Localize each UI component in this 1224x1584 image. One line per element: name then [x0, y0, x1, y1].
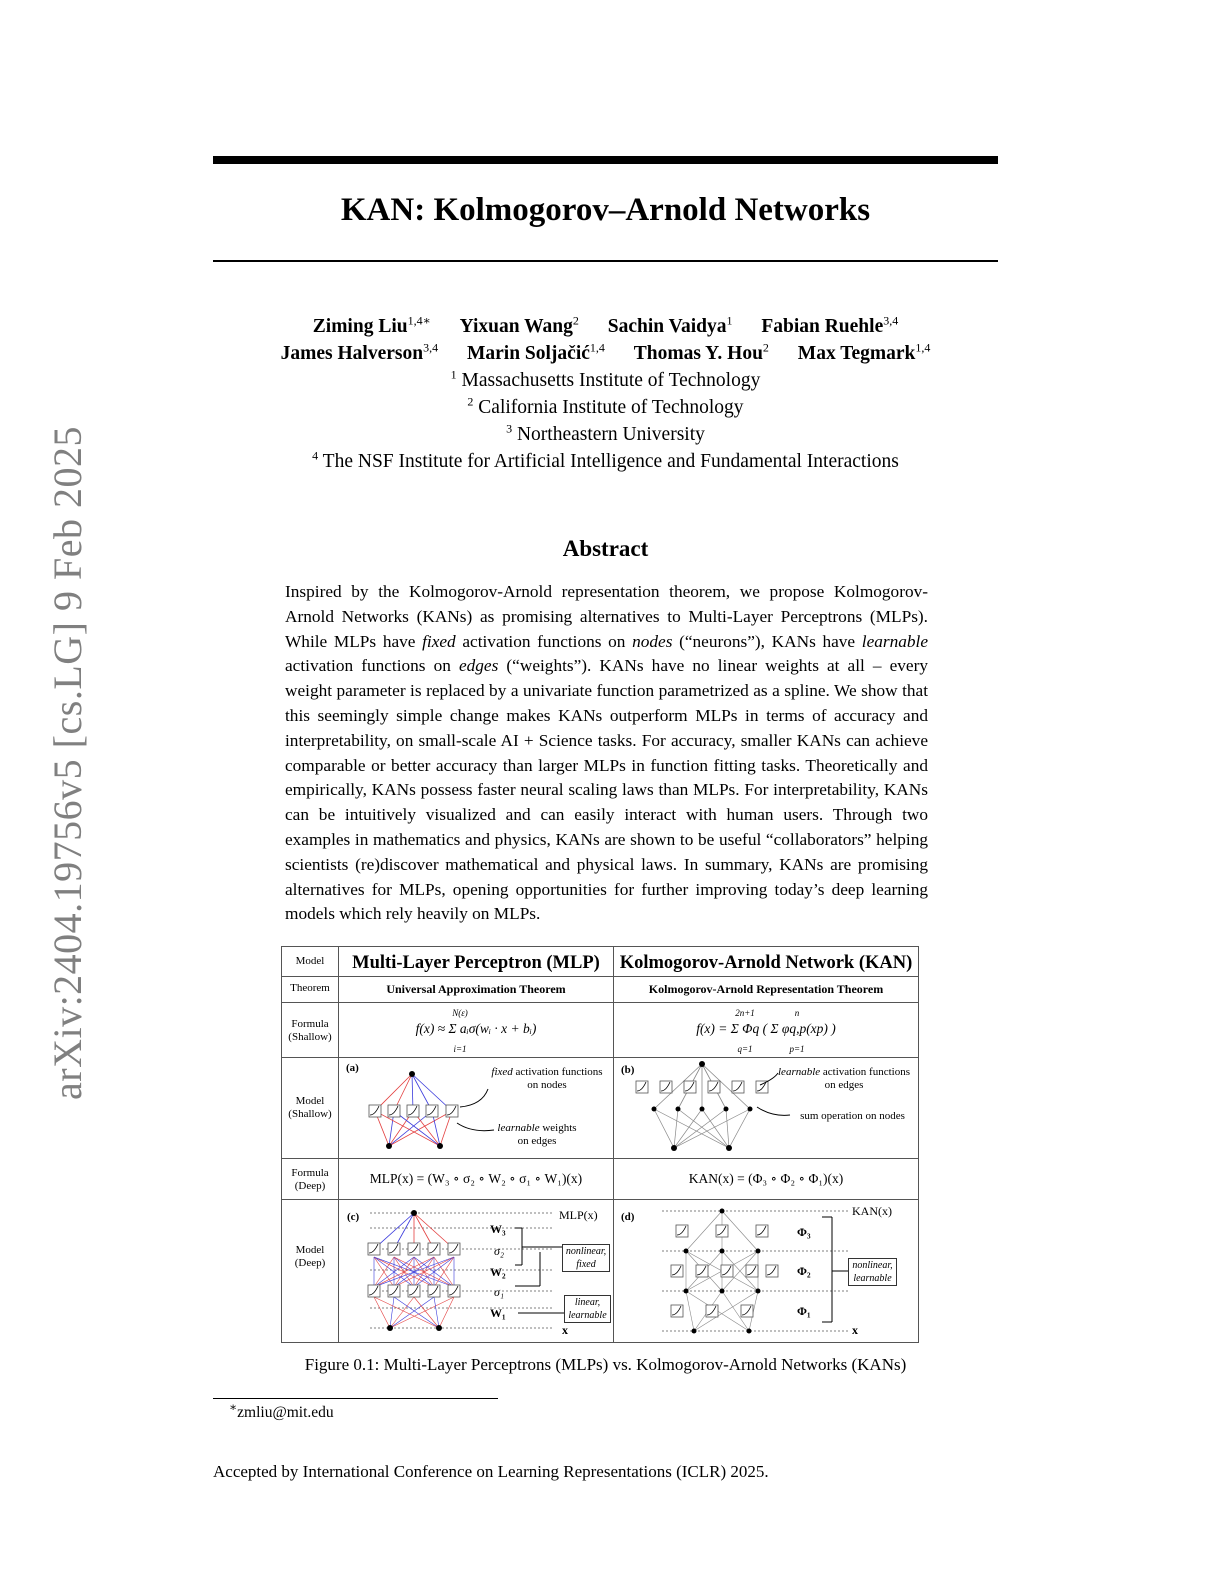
- mlp-fixed-annotation: fixed activation functions on nodes: [491, 1066, 603, 1091]
- activation-curve: [722, 1266, 731, 1275]
- mlp-weight-edge: [374, 1257, 454, 1287]
- mlp-weight-edge: [374, 1257, 394, 1287]
- kan-activation: [706, 1305, 718, 1317]
- mlp-activation: [426, 1105, 438, 1117]
- kan-activation: [741, 1305, 753, 1317]
- author: Sachin Vaidya$^1$: [607, 313, 733, 337]
- mlp-weight-edge: [390, 1297, 434, 1328]
- kan-sum2-upper: n: [794, 1008, 800, 1018]
- affiliation: $^4$ The NSF Institute for Artificial Intelligence and Fundamental Interactions: [312, 448, 899, 472]
- kan-sum2-lower: p=1: [789, 1044, 805, 1054]
- title-bottom-rule: [213, 260, 998, 262]
- figure-caption: Figure 0.1: Multi-Layer Perceptrons (MLPs) vs. Kolmogorov-Arnold Networks (KANs): [304, 1355, 907, 1374]
- author: James Halverson$^{3,4}$: [280, 340, 439, 364]
- kan-layer-phi3: Φ₃: [797, 1225, 811, 1239]
- activation-curve: [697, 1266, 706, 1275]
- activation-curve: [672, 1266, 681, 1275]
- mlp-weight-edge: [374, 1297, 390, 1328]
- activation-curve: [677, 1226, 686, 1235]
- mlp-activation: [446, 1105, 458, 1117]
- kan-sum-node: [652, 1107, 657, 1112]
- activation-curve: [685, 1082, 694, 1091]
- panel-a-label: (a): [346, 1062, 359, 1074]
- kan-edge: [686, 1251, 758, 1291]
- mlp-output-node: [409, 1071, 415, 1077]
- activation-curve: [449, 1286, 458, 1295]
- mlp-header: Multi-Layer Perceptron (MLP): [352, 953, 600, 973]
- kan-edge: [722, 1291, 749, 1331]
- kan-layer-phi1: Φ₁: [797, 1304, 811, 1318]
- mlp-weight-edge: [390, 1297, 414, 1328]
- kan-edge: [674, 1109, 726, 1148]
- kan-activation: [708, 1081, 720, 1093]
- activation-curve: [747, 1266, 756, 1275]
- kan-edge: [686, 1251, 722, 1291]
- mlp-weight-edge: [394, 1111, 440, 1146]
- abstract-body: Inspired by the Kolmogorov-Arnold representation theorem, we propose Kolmogorov-Arnold Networks (KANs) as promising alternatives to Multi-Layer Perceptrons (MLPs). While MLPs have fixed activation functions on nodes (“neurons”), KANs have learnable activation functions on edges (“weights”). KANs have no linear weights at all – every weight parameter is replaced by a univariate function parametrized as a spline. We show that this seemingly simple change makes KANs outperform MLPs in terms of accuracy and interpretability, on small-scale AI + Science tasks. For accuracy, smaller KANs can achieve comparable or better accuracy than larger MLPs in function fitting tasks. Theoretically and empirically, KANs possess faster neural scaling laws than MLPs. For interpretability, KANs can be intuitively visualized and can easily interact with human users. Through two examples in mathematics and physics, KANs are shown to be useful “collaborators” helping scientists (re)discover mathematical and physical laws. In summary, KANs are promising alternatives for MLPs, opening opportunities for further improving today’s deep learning models which rely heavily on MLPs.: [285, 582, 929, 924]
- kan-activation: [721, 1265, 733, 1277]
- kan-activation: [732, 1081, 744, 1093]
- mlp-weight-edge: [374, 1297, 439, 1328]
- kan-node: [684, 1249, 689, 1254]
- mlp-weight-edge: [439, 1297, 454, 1328]
- kan-activation: [766, 1265, 778, 1277]
- author: Marin Soljačić$^{1,4}$: [466, 340, 605, 364]
- kan-node: [720, 1209, 725, 1214]
- network-diagrams: [282, 947, 918, 1342]
- mlp-weight-edge: [375, 1111, 389, 1146]
- kan-input-node: [726, 1145, 732, 1151]
- kan-sum-node: [676, 1107, 681, 1112]
- kan-node: [756, 1249, 761, 1254]
- mlp-linear-box: linear, learnable: [564, 1295, 611, 1323]
- mlp-activation: [408, 1243, 420, 1255]
- activation-curve: [389, 1106, 398, 1115]
- mlp-input-node: [436, 1325, 442, 1331]
- mlp-activation: [369, 1105, 381, 1117]
- mlp-weight-edge: [414, 1257, 454, 1287]
- kan-output-label: KAN(x): [852, 1204, 892, 1218]
- affiliation: $^3$ Northeastern University: [506, 421, 705, 445]
- mlp-input-node: [387, 1325, 393, 1331]
- arxiv-sidebar-id: arXiv:2404.19756v5 [cs.LG] 9 Feb 2025: [45, 426, 90, 1100]
- row-label-formula-shallow: Formula (Shallow): [288, 1018, 332, 1043]
- mlp-layer-w2: W₂: [490, 1265, 506, 1279]
- mlp-deep-formula: MLP(x) = (W₃ ∘ σ₂ ∘ W₂ ∘ σ₁ ∘ W₁)(x): [369, 1171, 583, 1186]
- mlp-learnable-annotation: learnable weights on edges: [497, 1122, 577, 1147]
- kan-theorem: Kolmogorov-Arnold Representation Theorem: [648, 982, 884, 996]
- activation-curve: [389, 1286, 398, 1295]
- kan-edge: [749, 1291, 758, 1331]
- mlp-input-node: [437, 1143, 443, 1149]
- authors-line-1: [213, 313, 998, 338]
- activation-curve: [661, 1082, 670, 1091]
- kan-node: [720, 1289, 725, 1294]
- mlp-output-node: [411, 1210, 417, 1216]
- mlp-layer-w1: W₁: [490, 1306, 506, 1320]
- kan-edge: [654, 1109, 674, 1148]
- mlp-weight-edge: [389, 1111, 394, 1146]
- activation-curve: [733, 1082, 742, 1091]
- activation-curve: [409, 1244, 418, 1253]
- kan-activation: [756, 1081, 768, 1093]
- kan-edge: [694, 1291, 758, 1331]
- kan-edge: [726, 1109, 729, 1148]
- mlp-weight-edge: [414, 1213, 434, 1249]
- affiliation: $^1$ Massachusetts Institute of Technology: [450, 367, 761, 391]
- mlp-layer-w3: W₃: [490, 1222, 506, 1236]
- kan-edge: [702, 1064, 726, 1109]
- activation-curve: [707, 1306, 716, 1315]
- kan-edge: [694, 1291, 722, 1331]
- kan-activation: [671, 1305, 683, 1317]
- mlp-weight-edge: [374, 1257, 414, 1287]
- kan-shallow-formula: f(x) = Σ Φq ( Σ φq,p(xp) ): [696, 1021, 836, 1036]
- mlp-input-node: [386, 1143, 392, 1149]
- row-label-model: Model: [295, 955, 325, 967]
- mlp-theorem: Universal Approximation Theorem: [386, 982, 566, 996]
- mlp-weight-edge: [390, 1297, 394, 1328]
- mlp-weight-edge: [394, 1213, 414, 1249]
- mlp-nonlinear-box: nonlinear, fixed: [562, 1244, 610, 1272]
- mlp-activation: [388, 1105, 400, 1117]
- mlp-activation: [448, 1243, 460, 1255]
- mlp-weight-edge: [375, 1074, 412, 1111]
- activation-curve: [742, 1306, 751, 1315]
- mlp-activation: [388, 1285, 400, 1297]
- activation-curve: [717, 1226, 726, 1235]
- mlp-weight-edge: [389, 1111, 452, 1146]
- activation-curve: [370, 1106, 379, 1115]
- kan-edge: [686, 1211, 722, 1251]
- mlp-weight-edge: [434, 1297, 439, 1328]
- annotation-arrow: [757, 1107, 790, 1115]
- kan-edge: [702, 1109, 729, 1148]
- activation-curve: [409, 1286, 418, 1295]
- footnote-rule: [213, 1398, 498, 1399]
- activation-curve: [709, 1082, 718, 1091]
- kan-activation: [756, 1225, 768, 1237]
- mlp-weight-edge: [394, 1074, 412, 1111]
- kan-edge: [722, 1211, 758, 1251]
- row-label-theorem: Theorem: [290, 982, 330, 994]
- kan-layer-phi2: Φ₂: [797, 1264, 811, 1278]
- activation-curve: [449, 1244, 458, 1253]
- mlp-sum-upper: N(ε): [452, 1008, 468, 1018]
- mlp-activation: [428, 1285, 440, 1297]
- activation-curve: [389, 1244, 398, 1253]
- paper-title: KAN: Kolmogorov–Arnold Networks: [340, 192, 871, 228]
- affiliation: $^2$ California Institute of Technology: [467, 394, 744, 418]
- kan-activation: [676, 1225, 688, 1237]
- activation-curve: [429, 1286, 438, 1295]
- kan-activation: [696, 1265, 708, 1277]
- mlp-weight-edge: [389, 1111, 413, 1146]
- mlp-activation: [368, 1243, 380, 1255]
- panel-c-label: (c): [347, 1211, 360, 1223]
- kan-sum1-upper: 2n+1: [735, 1008, 755, 1018]
- activation-curve: [369, 1286, 378, 1295]
- mlp-weight-edge: [412, 1074, 413, 1111]
- kan-sum-node: [748, 1107, 753, 1112]
- activation-curve: [757, 1226, 766, 1235]
- activation-curve: [672, 1306, 681, 1315]
- activation-curve: [757, 1082, 766, 1091]
- author: Yixuan Wang$^2$: [459, 313, 579, 337]
- kan-node: [720, 1249, 725, 1254]
- mlp-weight-edge: [394, 1257, 434, 1287]
- activation-curve: [427, 1106, 436, 1115]
- kan-activation: [716, 1225, 728, 1237]
- mlp-weight-edge: [394, 1297, 439, 1328]
- authors-line-2: [213, 340, 998, 365]
- kan-edge: [686, 1251, 758, 1291]
- kan-activation: [684, 1081, 696, 1093]
- mlp-weight-edge: [414, 1257, 434, 1287]
- mlp-weight-edge: [394, 1257, 414, 1287]
- mlp-weight-edge: [414, 1257, 434, 1287]
- kan-node: [747, 1329, 752, 1334]
- footnote: ∗zmliu@mit.edu: [229, 1399, 334, 1421]
- kan-activation: [671, 1265, 683, 1277]
- mlp-weight-edge: [414, 1297, 439, 1328]
- kan-node: [684, 1289, 689, 1294]
- kan-edge: [722, 1251, 758, 1291]
- kan-edge: [702, 1064, 750, 1109]
- activation-curve: [637, 1082, 646, 1091]
- kan-edge: [654, 1109, 729, 1148]
- kan-sum-node: [700, 1107, 705, 1112]
- kan-sum1-lower: q=1: [737, 1044, 753, 1054]
- mlp-weight-edge: [434, 1257, 454, 1287]
- kan-node: [692, 1329, 697, 1334]
- mlp-weight-edge: [413, 1111, 440, 1146]
- kan-activation: [660, 1081, 672, 1093]
- mlp-layer-sigma1: σ₁: [494, 1285, 505, 1299]
- kan-edge: [674, 1109, 678, 1148]
- mlp-weight-edge: [389, 1111, 432, 1146]
- activation-curve: [369, 1244, 378, 1253]
- title-top-rule: [213, 156, 998, 164]
- panel-b-label: (b): [621, 1064, 635, 1076]
- kan-learnable-annotation: learnable activation functions on edges: [778, 1066, 910, 1091]
- author: Thomas Y. Hou$^2$: [633, 340, 769, 364]
- kan-edge: [686, 1291, 694, 1331]
- comparison-figure: [281, 946, 919, 1343]
- mlp-weight-edge: [374, 1257, 394, 1287]
- mlp-weight-edge: [414, 1213, 454, 1249]
- kan-edge: [729, 1109, 750, 1148]
- mlp-activation: [368, 1285, 380, 1297]
- kan-activation: [746, 1265, 758, 1277]
- activation-curve: [767, 1266, 776, 1275]
- mlp-activation: [448, 1285, 460, 1297]
- mlp-weight-edge: [412, 1074, 452, 1111]
- kan-sum-annotation: sum operation on nodes: [800, 1110, 905, 1122]
- author: Fabian Ruehle$^{3,4}$: [761, 313, 899, 337]
- mlp-weight-edge: [434, 1257, 454, 1287]
- kan-nonlinear-box: nonlinear, learnable: [848, 1258, 897, 1286]
- row-label-model-deep: Model (Deep): [294, 1244, 326, 1269]
- kan-input-label: x: [852, 1323, 858, 1337]
- mlp-weight-edge: [374, 1257, 434, 1287]
- mlp-weight-edge: [412, 1074, 432, 1111]
- activation-curve: [408, 1106, 417, 1115]
- mlp-output-label: MLP(x): [559, 1208, 598, 1222]
- mlp-activation: [428, 1243, 440, 1255]
- row-label-formula-deep: Formula (Deep): [291, 1167, 329, 1192]
- kan-edge: [654, 1064, 702, 1109]
- kan-edge: [686, 1251, 722, 1291]
- kan-edge: [674, 1109, 702, 1148]
- kan-header: Kolmogorov-Arnold Network (KAN): [619, 953, 913, 973]
- kan-output-node: [699, 1061, 705, 1067]
- mlp-weight-edge: [440, 1111, 452, 1146]
- activation-curve: [429, 1244, 438, 1253]
- acceptance-note: Accepted by International Conference on Learning Representations (ICLR) 2025.: [213, 1462, 769, 1481]
- mlp-activation: [408, 1285, 420, 1297]
- mlp-weight-edge: [394, 1257, 434, 1287]
- author: Max Tegmark$^{1,4}$: [797, 340, 931, 364]
- mlp-weight-edge: [414, 1257, 454, 1287]
- mlp-layer-sigma2: σ₂: [494, 1244, 505, 1258]
- abstract-heading: Abstract: [562, 536, 649, 561]
- kan-node: [756, 1289, 761, 1294]
- author: Ziming Liu$^{1,4∗}$: [312, 313, 431, 337]
- kan-input-node: [671, 1145, 677, 1151]
- mlp-weight-edge: [374, 1257, 434, 1287]
- mlp-activation: [407, 1105, 419, 1117]
- mlp-input-label: x: [562, 1323, 568, 1337]
- mlp-weight-edge: [394, 1257, 454, 1287]
- mlp-shallow-formula: f(x) ≈ Σ aᵢσ(wᵢ · x + bᵢ): [415, 1021, 537, 1036]
- kan-sum-node: [724, 1107, 729, 1112]
- kan-edge: [686, 1291, 749, 1331]
- mlp-weight-edge: [394, 1257, 454, 1287]
- activation-curve: [447, 1106, 456, 1115]
- kan-activation: [636, 1081, 648, 1093]
- panel-d-label: (d): [621, 1211, 635, 1223]
- mlp-weight-edge: [394, 1257, 414, 1287]
- mlp-weight-edge: [374, 1213, 414, 1249]
- mlp-weight-edge: [390, 1297, 454, 1328]
- kan-edge: [678, 1109, 729, 1148]
- mlp-weight-edge: [374, 1257, 454, 1287]
- mlp-weight-edge: [375, 1111, 440, 1146]
- kan-edge: [678, 1064, 702, 1109]
- kan-deep-formula: KAN(x) = (Φ₃ ∘ Φ₂ ∘ Φ₁)(x): [688, 1171, 844, 1186]
- kan-edge: [722, 1251, 758, 1291]
- mlp-weight-edge: [432, 1111, 440, 1146]
- row-label-model-shallow: Model (Shallow): [288, 1095, 332, 1120]
- kan-edge: [674, 1109, 750, 1148]
- mlp-activation: [388, 1243, 400, 1255]
- mlp-weight-edge: [374, 1257, 414, 1287]
- mlp-sum-lower: i=1: [453, 1044, 467, 1054]
